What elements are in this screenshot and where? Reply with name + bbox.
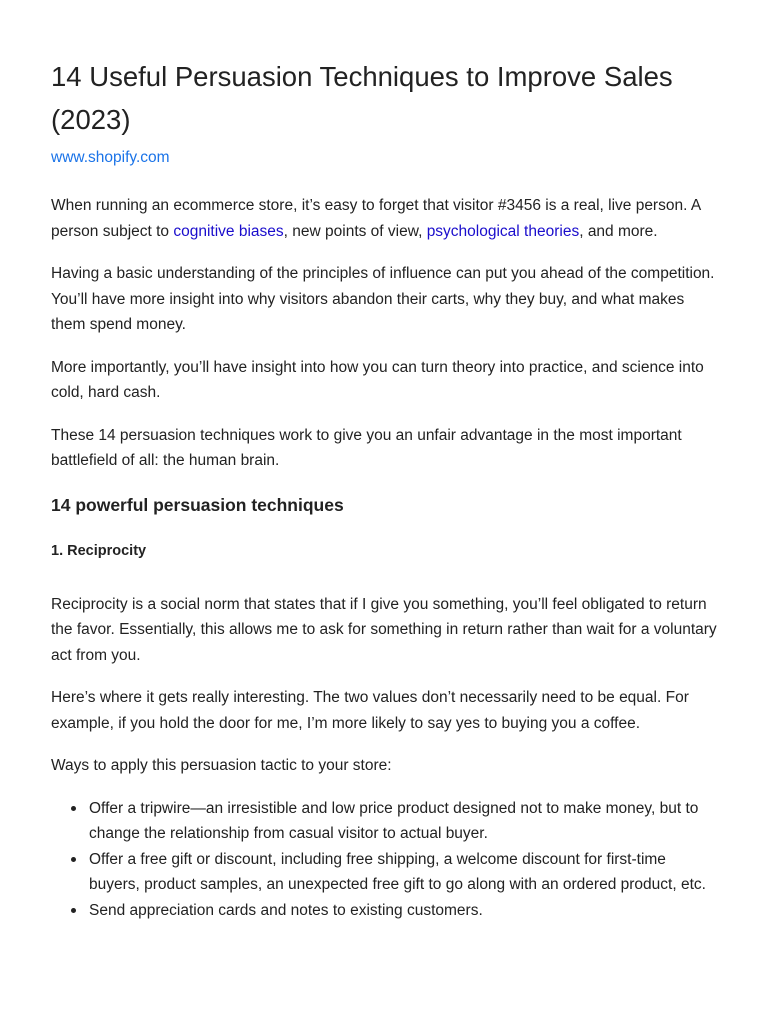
section-heading: 14 powerful persuasion techniques — [51, 494, 344, 515]
intro-paragraph-4: These 14 persuasion techniques work to give you an unfair advantage in the most important battlefield of all: the human brain. — [51, 426, 682, 469]
bullet-icon — [71, 908, 76, 913]
intro-p1-text-mid: , new points of view, — [283, 222, 427, 240]
bullet-icon — [71, 806, 76, 811]
intro-paragraph-3: More importantly, you’ll have insight into how you can turn theory into practice, and science into cold, hard cash. — [51, 358, 704, 401]
list-item — [89, 898, 717, 924]
list-item — [89, 796, 717, 847]
intro-paragraph-2: Having a basic understanding of the principles of influence can put you ahead of the competition. You’ll have more insight into why visitors abandon their carts, why they buy, and what makes them spend money. — [51, 265, 715, 333]
list-item-text: Offer a free gift or discount, including free shipping, a welcome discount for first-time buyers, product samples, an unexpected free gift to go along with an ordered product, etc. — [89, 850, 706, 893]
technique-1-paragraph-2: Here’s where it gets really interesting. The two values don’t necessarily need to be equal. For example, if you hold the door for me, I’m more likely to say yes to buying you a coffee. — [51, 689, 689, 732]
list-item — [89, 847, 717, 898]
technique-1-paragraph-1: Reciprocity is a social norm that states that if I give you something, you’ll feel obligated to return the favor. Essentially, this allows me to ask for something in return rather than wait for a voluntary act from you. — [51, 595, 717, 664]
intro-paragraph-1 — [51, 193, 717, 244]
tactics-list — [51, 796, 717, 924]
technique-1-paragraph-3: Ways to apply this persuasion tactic to your store: — [51, 757, 392, 774]
cognitive-biases-link[interactable]: cognitive biases — [173, 222, 284, 240]
list-item-text: Send appreciation cards and notes to existing customers. — [89, 901, 483, 919]
bullet-icon — [71, 857, 76, 862]
article-title: 14 Useful Persuasion Techniques to Improve Sales (2023) — [51, 61, 673, 135]
source-link[interactable]: www.shopify.com — [51, 149, 170, 166]
technique-1-heading: 1. Reciprocity — [51, 542, 147, 559]
intro-p1-text-before: When running an ecommerce store, it’s easy to forget that visitor #3456 is a real, live person. A person subject to — [51, 197, 701, 240]
list-item-text: Offer a tripwire—an irresistible and low price product designed not to make money, but to change the relationship from casual visitor to actual buyer. — [89, 799, 699, 842]
intro-p1-text-after: , and more. — [579, 222, 658, 240]
psychological-theories-link[interactable]: psychological theories — [426, 222, 580, 240]
